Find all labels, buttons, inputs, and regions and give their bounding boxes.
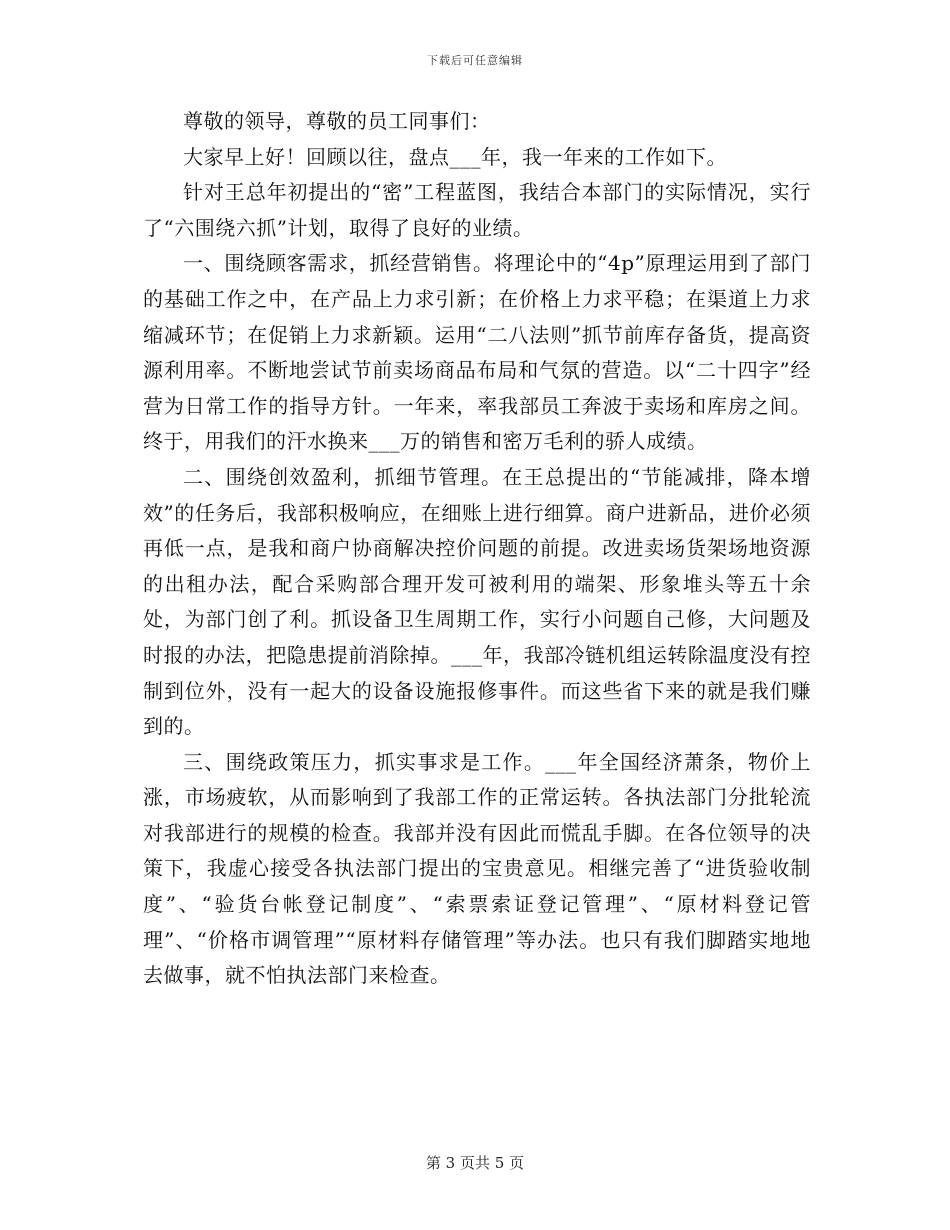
section-one-paragraph: 一、围绕顾客需求，抓经营销售。将理论中的“4p”原理运用到了部门的基础工作之中，在产品上力求引新；在价格上力求平稳；在渠道上力求缩减环节；在促销上力求新颖。运用“二八法则”抓节前库存备货，提高资源利用率。不断地尝试节前卖场商品布局和气氛的营造。以“二十四字”经营为日常工作的指导方针。一年来，率我部员工奔波于卖场和库房之间。终于，用我们的汗水换来___万的销售和密万毛利的骄人成绩。 — [143, 251, 811, 454]
salutation-paragraph: 尊敬的领导，尊敬的员工同事们： — [183, 109, 491, 133]
intro-paragraph: 针对王总年初提出的“密”工程蓝图，我结合本部门的实际情况，实行了“六围绕六抓”计划，取得了良好的业绩。 — [143, 180, 811, 240]
section-three-paragraph: 三、围绕政策压力，抓实事求是工作。___年全国经济萧条，物价上涨，市场疲软，从而影响到了我部工作的正常运转。各执法部门分批轮流对我部进行的规模的检查。我部并没有因此而慌乱手脚。在各位领导的决策下，我虚心接受各执法部门提出的宝贵意见。相继完善了“进货验收制度”、“验货台帐登记制度”、“索票索证登记管理”、“原材料登记管理”、“价格市调管理”“原材料存储管理”等办法。也只有我们脚踏实地地去做事，就不怕执法部门来检查。 — [143, 749, 811, 988]
document-body — [143, 104, 811, 994]
greeting-paragraph: 大家早上好！回顾以往，盘点___年，我一年来的工作如下。 — [183, 144, 727, 169]
page-number: 第 3 页共 5 页 — [425, 1154, 525, 1172]
section-two-paragraph: 二、围绕创效盈利，抓细节管理。在王总提出的“节能减排，降本增效”的任务后，我部积极响应，在细账上进行细算。商户进新品，进价必须再低一点，是我和商户协商解决控价问题的前提。改进卖场货架场地资源的出租办法，配合采购部合理开发可被利用的端架、形象堆头等五十余处，为部门创了利。抓设备卫生周期工作，实行小问题自己修，大问题及时报的办法，把隐患提前消除掉。___年，我部冷链机组运转除温度没有控制到位外，没有一起大的设备设施报修事件。而这些省下来的就是我们赚到的。 — [143, 464, 811, 739]
page-header-note: 下载后可任意编辑 — [427, 54, 523, 67]
